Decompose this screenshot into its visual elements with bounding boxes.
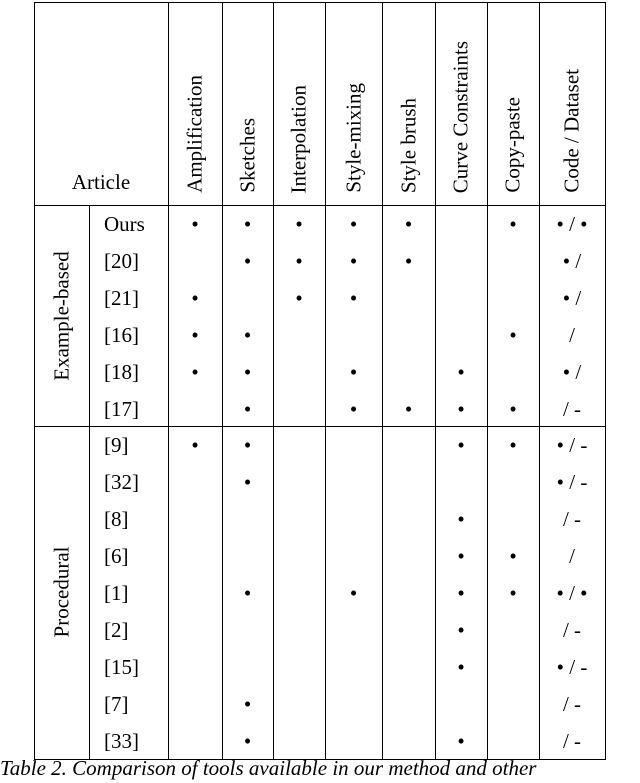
- code-dataset-cell: / -: [562, 728, 582, 753]
- table-right-border: [605, 2, 606, 759]
- feature-mark-cell: [325, 464, 382, 500]
- feature-mark-cell: •: [457, 654, 465, 679]
- column-header-label: Curve Constraints: [448, 40, 473, 193]
- feature-mark-cell: •: [509, 322, 517, 347]
- feature-mark-cell: •: [404, 212, 413, 236]
- code-dataset-cell: / -: [562, 691, 582, 716]
- feature-mark-cell: •: [349, 285, 358, 310]
- feature-mark-cell: [382, 280, 435, 316]
- row-reference: [8]: [104, 507, 129, 532]
- feature-mark-cell: [382, 612, 435, 648]
- feature-mark-cell: [168, 575, 222, 611]
- feature-mark-cell: [273, 317, 325, 353]
- row-reference: [32]: [104, 470, 139, 495]
- column-header-label: Interpolation: [286, 84, 311, 193]
- feature-mark-cell: [487, 280, 539, 316]
- feature-mark-cell: •: [509, 212, 517, 236]
- feature-mark-cell: •: [191, 322, 199, 347]
- feature-mark-cell: •: [457, 617, 465, 642]
- column-header: [222, 0, 273, 205]
- code-dataset-cell: • / -: [556, 433, 588, 458]
- feature-mark-cell: •: [243, 728, 252, 753]
- group-label-text: Example-based: [49, 250, 73, 381]
- feature-mark-cell: •: [349, 359, 358, 384]
- feature-mark-cell: •: [457, 359, 465, 384]
- feature-mark-cell: [487, 464, 539, 500]
- feature-mark-cell: [325, 686, 382, 722]
- feature-mark-cell: •: [295, 212, 303, 236]
- feature-mark-cell: [487, 501, 539, 537]
- feature-mark-cell: •: [295, 285, 303, 310]
- feature-mark-cell: •: [243, 322, 252, 347]
- feature-mark-cell: •: [509, 433, 517, 458]
- article-column-header: Article: [71, 170, 131, 194]
- code-dataset-cell: • / -: [556, 654, 588, 679]
- feature-mark-cell: [435, 280, 487, 316]
- feature-mark-cell: •: [191, 359, 199, 384]
- row-reference: [6]: [104, 544, 129, 569]
- feature-mark-cell: [168, 686, 222, 722]
- group-label: [34, 426, 89, 758]
- feature-mark-cell: [168, 464, 222, 500]
- feature-mark-cell: •: [243, 396, 252, 421]
- group-label-divider: [89, 205, 90, 759]
- feature-mark-cell: •: [509, 544, 517, 569]
- feature-mark-cell: [325, 501, 382, 537]
- feature-mark-cell: [325, 612, 382, 648]
- feature-mark-cell: [222, 538, 273, 574]
- row-reference: [7]: [104, 691, 129, 716]
- column-header-label: Copy-paste: [500, 97, 525, 193]
- feature-mark-cell: [168, 501, 222, 537]
- feature-mark-cell: [273, 501, 325, 537]
- feature-mark-cell: •: [509, 581, 517, 605]
- column-header: [168, 0, 222, 205]
- feature-mark-cell: •: [404, 396, 413, 421]
- code-dataset-cell: /: [569, 322, 575, 347]
- row-reference: [20]: [104, 248, 139, 273]
- code-dataset-cell: • / •: [556, 212, 588, 236]
- row-reference: [2]: [104, 617, 129, 642]
- feature-mark-cell: [382, 649, 435, 685]
- feature-mark-cell: [273, 354, 325, 390]
- code-dataset-cell: • /: [562, 285, 582, 310]
- feature-mark-cell: [273, 649, 325, 685]
- column-header: [539, 0, 605, 205]
- column-header: [382, 0, 435, 205]
- feature-mark-cell: •: [349, 248, 358, 273]
- feature-mark-cell: [382, 317, 435, 353]
- feature-mark-cell: [487, 354, 539, 390]
- feature-mark-cell: •: [243, 248, 252, 273]
- feature-mark-cell: [222, 501, 273, 537]
- feature-mark-cell: •: [243, 691, 252, 716]
- feature-mark-cell: •: [349, 212, 358, 236]
- row-reference: [15]: [104, 654, 139, 679]
- feature-mark-cell: •: [457, 728, 465, 753]
- row-reference: [33]: [104, 728, 139, 753]
- code-dataset-cell: /: [569, 544, 575, 569]
- feature-mark-cell: •: [243, 470, 252, 495]
- feature-mark-cell: [222, 612, 273, 648]
- feature-mark-cell: [273, 612, 325, 648]
- feature-mark-cell: [325, 317, 382, 353]
- feature-mark-cell: •: [349, 396, 358, 421]
- feature-mark-cell: [273, 538, 325, 574]
- column-header: [325, 0, 382, 205]
- feature-mark-cell: [273, 427, 325, 463]
- feature-mark-cell: •: [191, 212, 199, 236]
- feature-mark-cell: [487, 612, 539, 648]
- row-reference: [21]: [104, 285, 139, 310]
- code-dataset-cell: • /: [562, 248, 582, 273]
- group-label-text: Procedural: [49, 546, 73, 638]
- feature-mark-cell: [382, 427, 435, 463]
- feature-mark-cell: •: [457, 433, 465, 458]
- column-header-label: Sketches: [235, 118, 259, 193]
- feature-mark-cell: [168, 612, 222, 648]
- row-reference: [18]: [104, 359, 139, 384]
- code-dataset-cell: / -: [562, 396, 582, 421]
- column-header-label: Style brush: [396, 97, 420, 193]
- feature-mark-cell: [435, 317, 487, 353]
- feature-mark-cell: [222, 649, 273, 685]
- feature-mark-cell: •: [509, 396, 517, 421]
- feature-mark-cell: [325, 649, 382, 685]
- feature-mark-cell: •: [243, 359, 252, 384]
- feature-mark-cell: •: [243, 581, 252, 605]
- feature-mark-cell: [487, 686, 539, 722]
- code-dataset-cell: / -: [562, 507, 582, 532]
- feature-mark-cell: •: [457, 507, 465, 532]
- feature-mark-cell: [168, 649, 222, 685]
- group-label: [34, 205, 89, 426]
- feature-mark-cell: [382, 575, 435, 611]
- row-reference: Ours: [104, 212, 145, 236]
- column-header: [273, 0, 325, 205]
- code-dataset-cell: • / •: [556, 581, 588, 605]
- row-reference: [17]: [104, 396, 139, 421]
- table-caption: Table 2. Comparison of tools available in our method and other: [0, 756, 537, 780]
- feature-mark-cell: [382, 464, 435, 500]
- column-header-label: Amplification: [182, 75, 207, 193]
- column-header: [435, 0, 487, 205]
- feature-mark-cell: •: [191, 285, 199, 310]
- column-header-label: Style-mixing: [341, 83, 365, 193]
- feature-mark-cell: [487, 243, 539, 279]
- feature-mark-cell: [382, 354, 435, 390]
- feature-mark-cell: [325, 427, 382, 463]
- row-reference: [9]: [104, 433, 129, 458]
- feature-mark-cell: •: [243, 212, 252, 236]
- feature-mark-cell: [325, 538, 382, 574]
- feature-mark-cell: [168, 538, 222, 574]
- feature-mark-cell: [382, 538, 435, 574]
- feature-mark-cell: [435, 464, 487, 500]
- feature-mark-cell: •: [457, 544, 465, 569]
- feature-mark-cell: [273, 464, 325, 500]
- feature-mark-cell: [273, 575, 325, 611]
- feature-mark-cell: •: [243, 433, 252, 458]
- feature-mark-cell: [168, 243, 222, 279]
- feature-mark-cell: [487, 649, 539, 685]
- feature-mark-cell: •: [349, 581, 358, 605]
- feature-mark-cell: [435, 686, 487, 722]
- feature-mark-cell: [222, 280, 273, 316]
- feature-mark-cell: [168, 391, 222, 427]
- feature-mark-cell: [435, 243, 487, 279]
- feature-mark-cell: [273, 686, 325, 722]
- feature-mark-cell: [435, 206, 487, 242]
- feature-mark-cell: •: [404, 248, 413, 273]
- feature-mark-cell: [382, 686, 435, 722]
- feature-mark-cell: •: [457, 396, 465, 421]
- feature-mark-cell: [382, 501, 435, 537]
- column-header-label: Code / Dataset: [559, 69, 584, 193]
- row-reference: [16]: [104, 322, 139, 347]
- code-dataset-cell: • / -: [556, 470, 588, 495]
- row-reference: [1]: [104, 581, 129, 605]
- feature-mark-cell: •: [191, 433, 199, 458]
- feature-mark-cell: [273, 391, 325, 427]
- column-header: [487, 0, 539, 205]
- feature-mark-cell: •: [457, 581, 465, 605]
- feature-mark-cell: •: [295, 248, 303, 273]
- code-dataset-cell: / -: [562, 617, 582, 642]
- code-dataset-cell: • /: [562, 359, 582, 384]
